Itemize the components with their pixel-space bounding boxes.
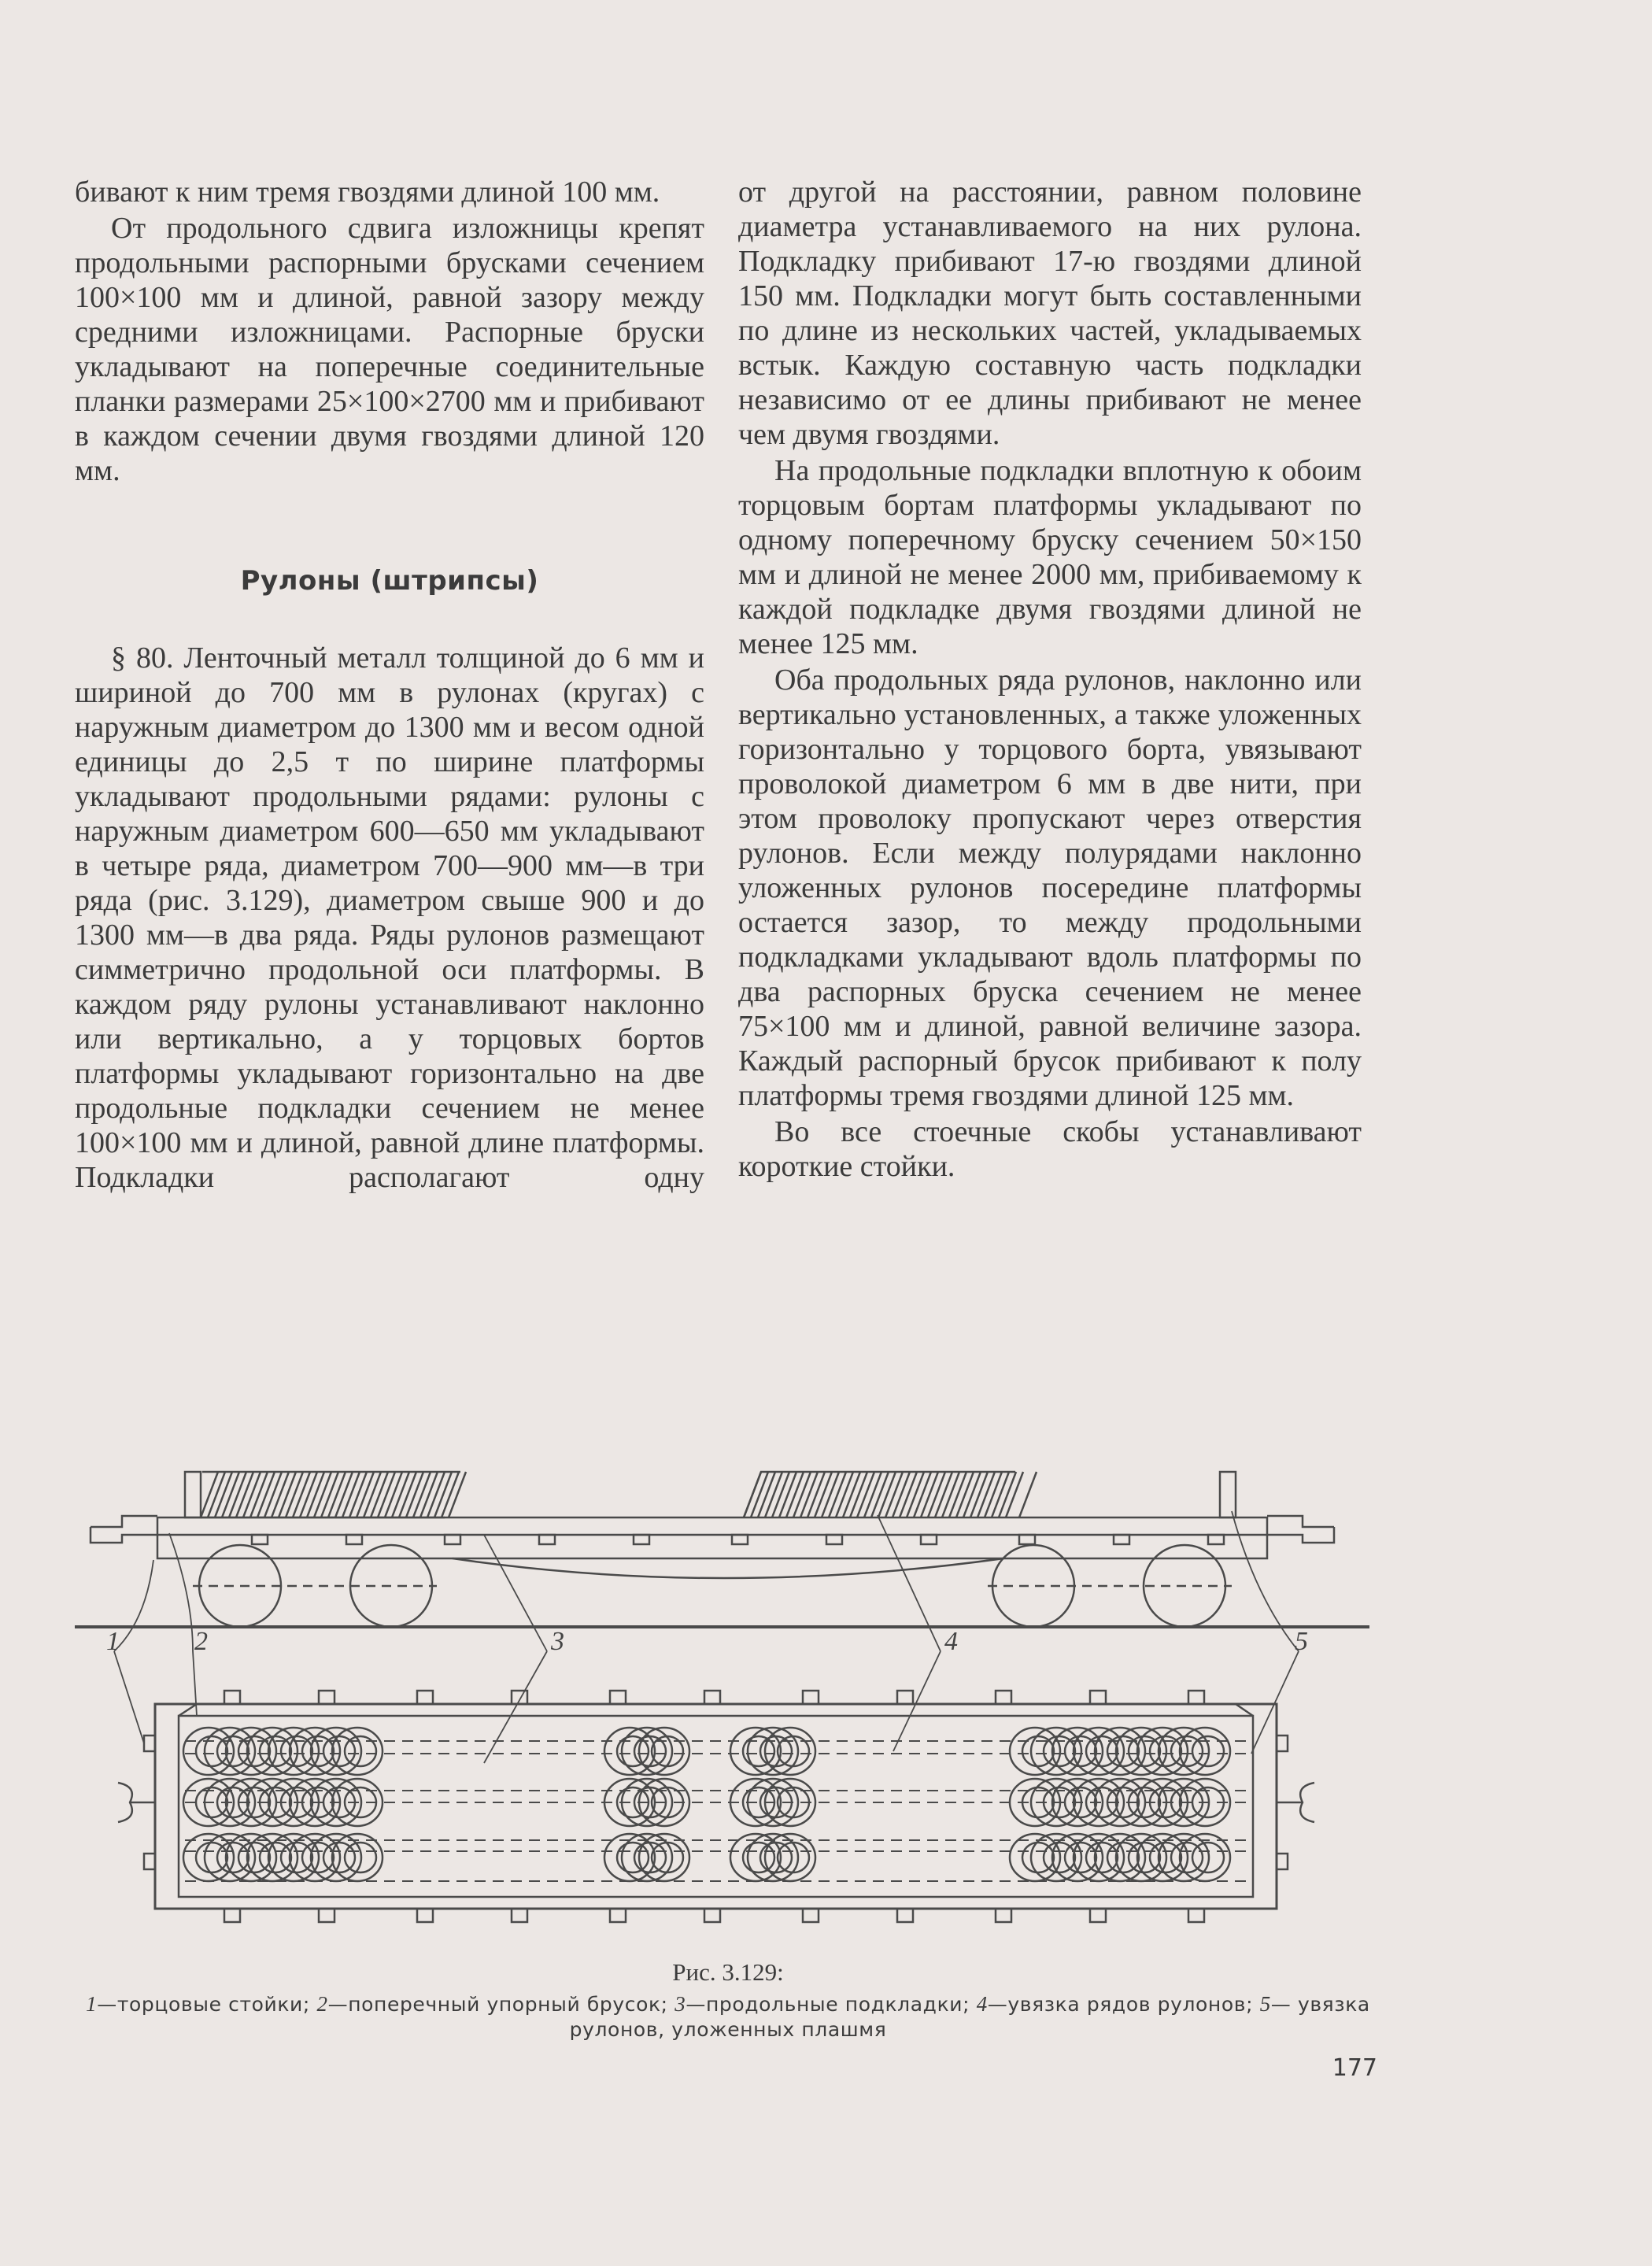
caption-item-text: —торцовые стойки; (97, 1993, 310, 2016)
figure-caption (75, 1991, 1381, 2042)
caption-item-text: —продольные подкладки; (686, 1993, 970, 2016)
caption-item-number: 3 (674, 1992, 686, 2016)
figure-railcar-coil-loading (75, 1440, 1381, 1952)
figure-label-3: 3 (551, 1627, 564, 1656)
side-view-coils-left (201, 1472, 466, 1517)
figure-label-5: 5 (1295, 1627, 1308, 1656)
paragraph: От продольного сдвига изложницы крепят продольными распорными брусками сечением 100×100 мм и длиной, равной зазору между средними изложницами. Распорные бруски укладывают на поперечные соединительные планки размерами 25×100×2700 мм и прибивают в каждом сечении двумя гвоздями длиной 120 мм. (75, 212, 704, 487)
figure-label-1: 1 (106, 1627, 120, 1656)
page-number: 177 (1332, 2054, 1377, 2082)
figure-label-4: 4 (944, 1627, 958, 1656)
technical-drawing (75, 1440, 1381, 1952)
side-view-coils-right (744, 1472, 1037, 1517)
section-heading: Рулоны (штрипсы) (240, 565, 539, 597)
paragraph: от другой на расстоянии, равном половине диаметра устанавливаемого на них рулона. Подкладку прибивают 17-ю гвоздями длиной 150 мм. Подкладки могут быть составленными по длине из нескольких частей, укладываемых встык. Каждую составную часть подкладки независимо от ее длины прибивают не менее чем двумя гвоздями. (738, 176, 1362, 451)
figure-label-2: 2 (194, 1627, 208, 1656)
figure-caption-title: Рис. 3.129: (672, 1958, 784, 1986)
right-text-column (738, 175, 1362, 1184)
paragraph: На продольные подкладки вплотную к обоим торцовым бортам платформы укладывают по одному поперечному бруску сечением 50×150 мм и длиной не менее 2000 мм, прибиваемому к каждой подкладке двумя гвоздями длиной не менее 125 мм. (738, 454, 1362, 660)
caption-item-number: 2 (316, 1992, 328, 2016)
paragraph: Во все стоечные скобы устанавливают короткие стойки. (738, 1115, 1362, 1183)
caption-item-text: —поперечный упорный брусок; (327, 1993, 668, 2016)
paragraph: § 80. Ленточный металл толщиной до 6 мм и шириной до 700 мм в рулонах (кругах) с наружным диаметром до 1300 мм и весом одной единицы до 2,5 т по ширине платформы укладывают продольными рядами: рулоны с наружным диаметром 600—650 мм укладывают в четыре ряда, диаметром 700—900 мм—в три ряда (рис. 3.129), диаметром свыше 900 и до 1300 мм—в два ряда. Ряды рулонов размещают симметрично продольной оси платформы. В каждом ряду рулоны устанавливают наклонно или вертикально, а у торцовых бортов платформы укладывают горизонтально на две продольные подкладки сечением не менее 100×100 мм и длиной, равной длине платформы. Подкладки располагают одну (75, 641, 704, 1194)
caption-item-text: —увязка рядов рулонов; (987, 1993, 1254, 2016)
paragraph: бивают к ним тремя гвоздями длиной 100 мм. (75, 176, 660, 209)
caption-item-text: — увязка рулонов, уложенных плашмя (569, 1993, 1370, 2041)
paragraph: Оба продольных ряда рулонов, наклонно или вертикально установленных, а также уложенных горизонтально у торцового борта, увязывают проволокой диаметром 6 мм в две нити, при этом проволоку пропускают через отверстия рулонов. Если между полурядами наклонно уложенных рулонов посередине платформы остается зазор, то между продольными подкладками укладывают вдоль платформы по два распорных бруска сечением не менее 75×100 мм и длиной, равной величине зазора. Каждый распорный брусок прибивают к полу платформы тремя гвоздями длиной 125 мм. (738, 664, 1362, 1112)
caption-item-number: 1 (86, 1992, 98, 2016)
caption-item-number: 5 (1259, 1992, 1271, 2016)
left-text-column (75, 175, 704, 1195)
caption-item-number: 4 (976, 1992, 988, 2016)
